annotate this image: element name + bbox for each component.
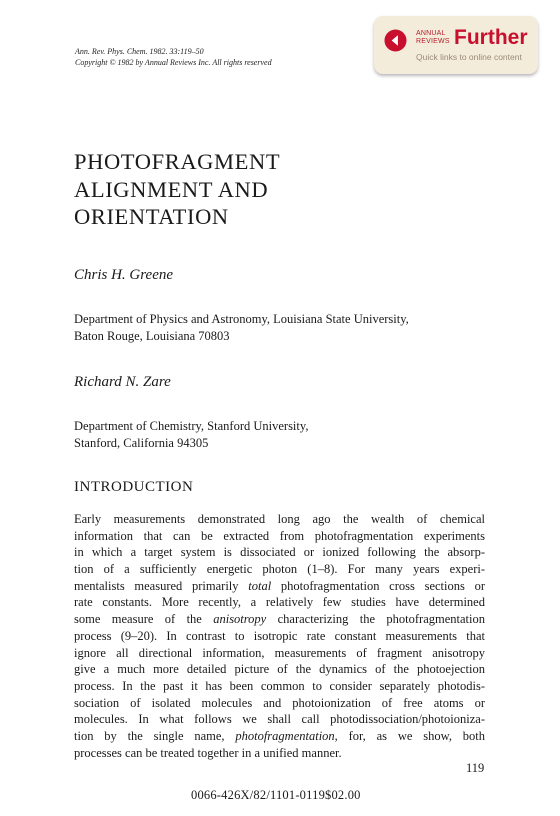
body-line: [74, 678, 485, 695]
body-text-run: in which a target system is dissociated or ionized following the absorp-: [74, 545, 485, 560]
body-text-run: processes can be treated together in a unified manner.: [74, 745, 342, 760]
body-line: [74, 528, 485, 545]
author-affiliation: Department of Physics and Astronomy, Louisiana State University, Baton Rouge, Louisiana 70803: [74, 312, 409, 343]
body-line: [74, 728, 485, 745]
body-line: [74, 695, 485, 712]
article-code: 0066-426X/82/1101-0119$02.00: [191, 788, 361, 802]
body-text-run: information that can be extracted from photofragmentation experiments: [74, 528, 485, 543]
introduction-body: [74, 511, 485, 761]
page-number: 119: [466, 761, 485, 775]
body-text-run: molecules. In what follows we shall call photodissociation/photoioniza-: [74, 712, 485, 727]
body-text-run: ignore all directional information, measurements of fragment anisotropy: [74, 645, 485, 660]
body-line: [74, 711, 485, 728]
author-name: Richard N. Zare: [74, 374, 171, 390]
body-text-run: photofragmentation cross sections or: [271, 578, 485, 593]
italic-term: anisotropy: [213, 612, 267, 627]
title-line: ALIGNMENT AND: [74, 176, 269, 202]
italic-term: photofragmentation: [235, 728, 335, 743]
further-banner[interactable]: [374, 16, 538, 74]
body-text-run: rate constants. More recently, a relatively few studies have determined: [74, 595, 485, 610]
body-text-run: sociation of isolated molecules and photoionization of free atoms or: [74, 695, 485, 710]
author-affiliation: Department of Chemistry, Stanford University, Stanford, California 94305: [74, 419, 309, 450]
body-line: [74, 561, 485, 578]
body-line: [74, 578, 485, 595]
body-line: [74, 544, 485, 561]
body-line: [74, 645, 485, 662]
body-text-run: tion by the single name,: [74, 728, 236, 743]
body-line: [74, 611, 485, 628]
quick-links-text: Quick links to online content: [416, 52, 522, 62]
title-line: PHOTOFRAGMENT: [74, 149, 281, 174]
body-text-run: mentalists measured primarily: [74, 578, 249, 593]
annual-reviews-wordmark: ANNUAL REVIEWS: [416, 30, 450, 45]
body-text-run: some measure of the: [74, 612, 214, 627]
body-line: [74, 661, 485, 678]
body-line: [74, 628, 485, 645]
author-name: Chris H. Greene: [74, 267, 174, 283]
section-heading: INTRODUCTION: [74, 479, 194, 495]
body-text-run: Early measurements demonstrated long ago the wealth of chemical: [74, 512, 485, 526]
journal-citation: Ann. Rev. Phys. Chem. 1982. 33:119–50: [75, 47, 204, 56]
body-text-run: process (9–20). In contrast to isotropic rate constant measurements that: [74, 628, 485, 643]
body-text-run: , for, as we show, both: [334, 728, 485, 743]
body-line: [74, 511, 485, 528]
body-line: [74, 594, 485, 611]
body-text-run: give a much more detailed picture of the dynamics of the photoejection: [74, 662, 485, 677]
title-line: ORIENTATION: [74, 204, 229, 229]
body-text-run: tion of a sufficiently energetic photon (1–8). For many years experi-: [74, 562, 485, 577]
italic-term: total: [248, 578, 272, 593]
journal-header: [75, 47, 272, 68]
article-title: [74, 148, 280, 231]
body-text-run: characterizing the photofragmentation: [266, 612, 485, 627]
journal-copyright: Copyright © 1982 by Annual Reviews Inc. All rights reserved: [75, 57, 272, 67]
body-text-run: process. In the past it has been common to consider separately photodis-: [74, 678, 485, 693]
further-label: Further: [454, 26, 528, 49]
annual-reviews-logo-icon: [384, 29, 407, 52]
body-line: [74, 745, 485, 762]
